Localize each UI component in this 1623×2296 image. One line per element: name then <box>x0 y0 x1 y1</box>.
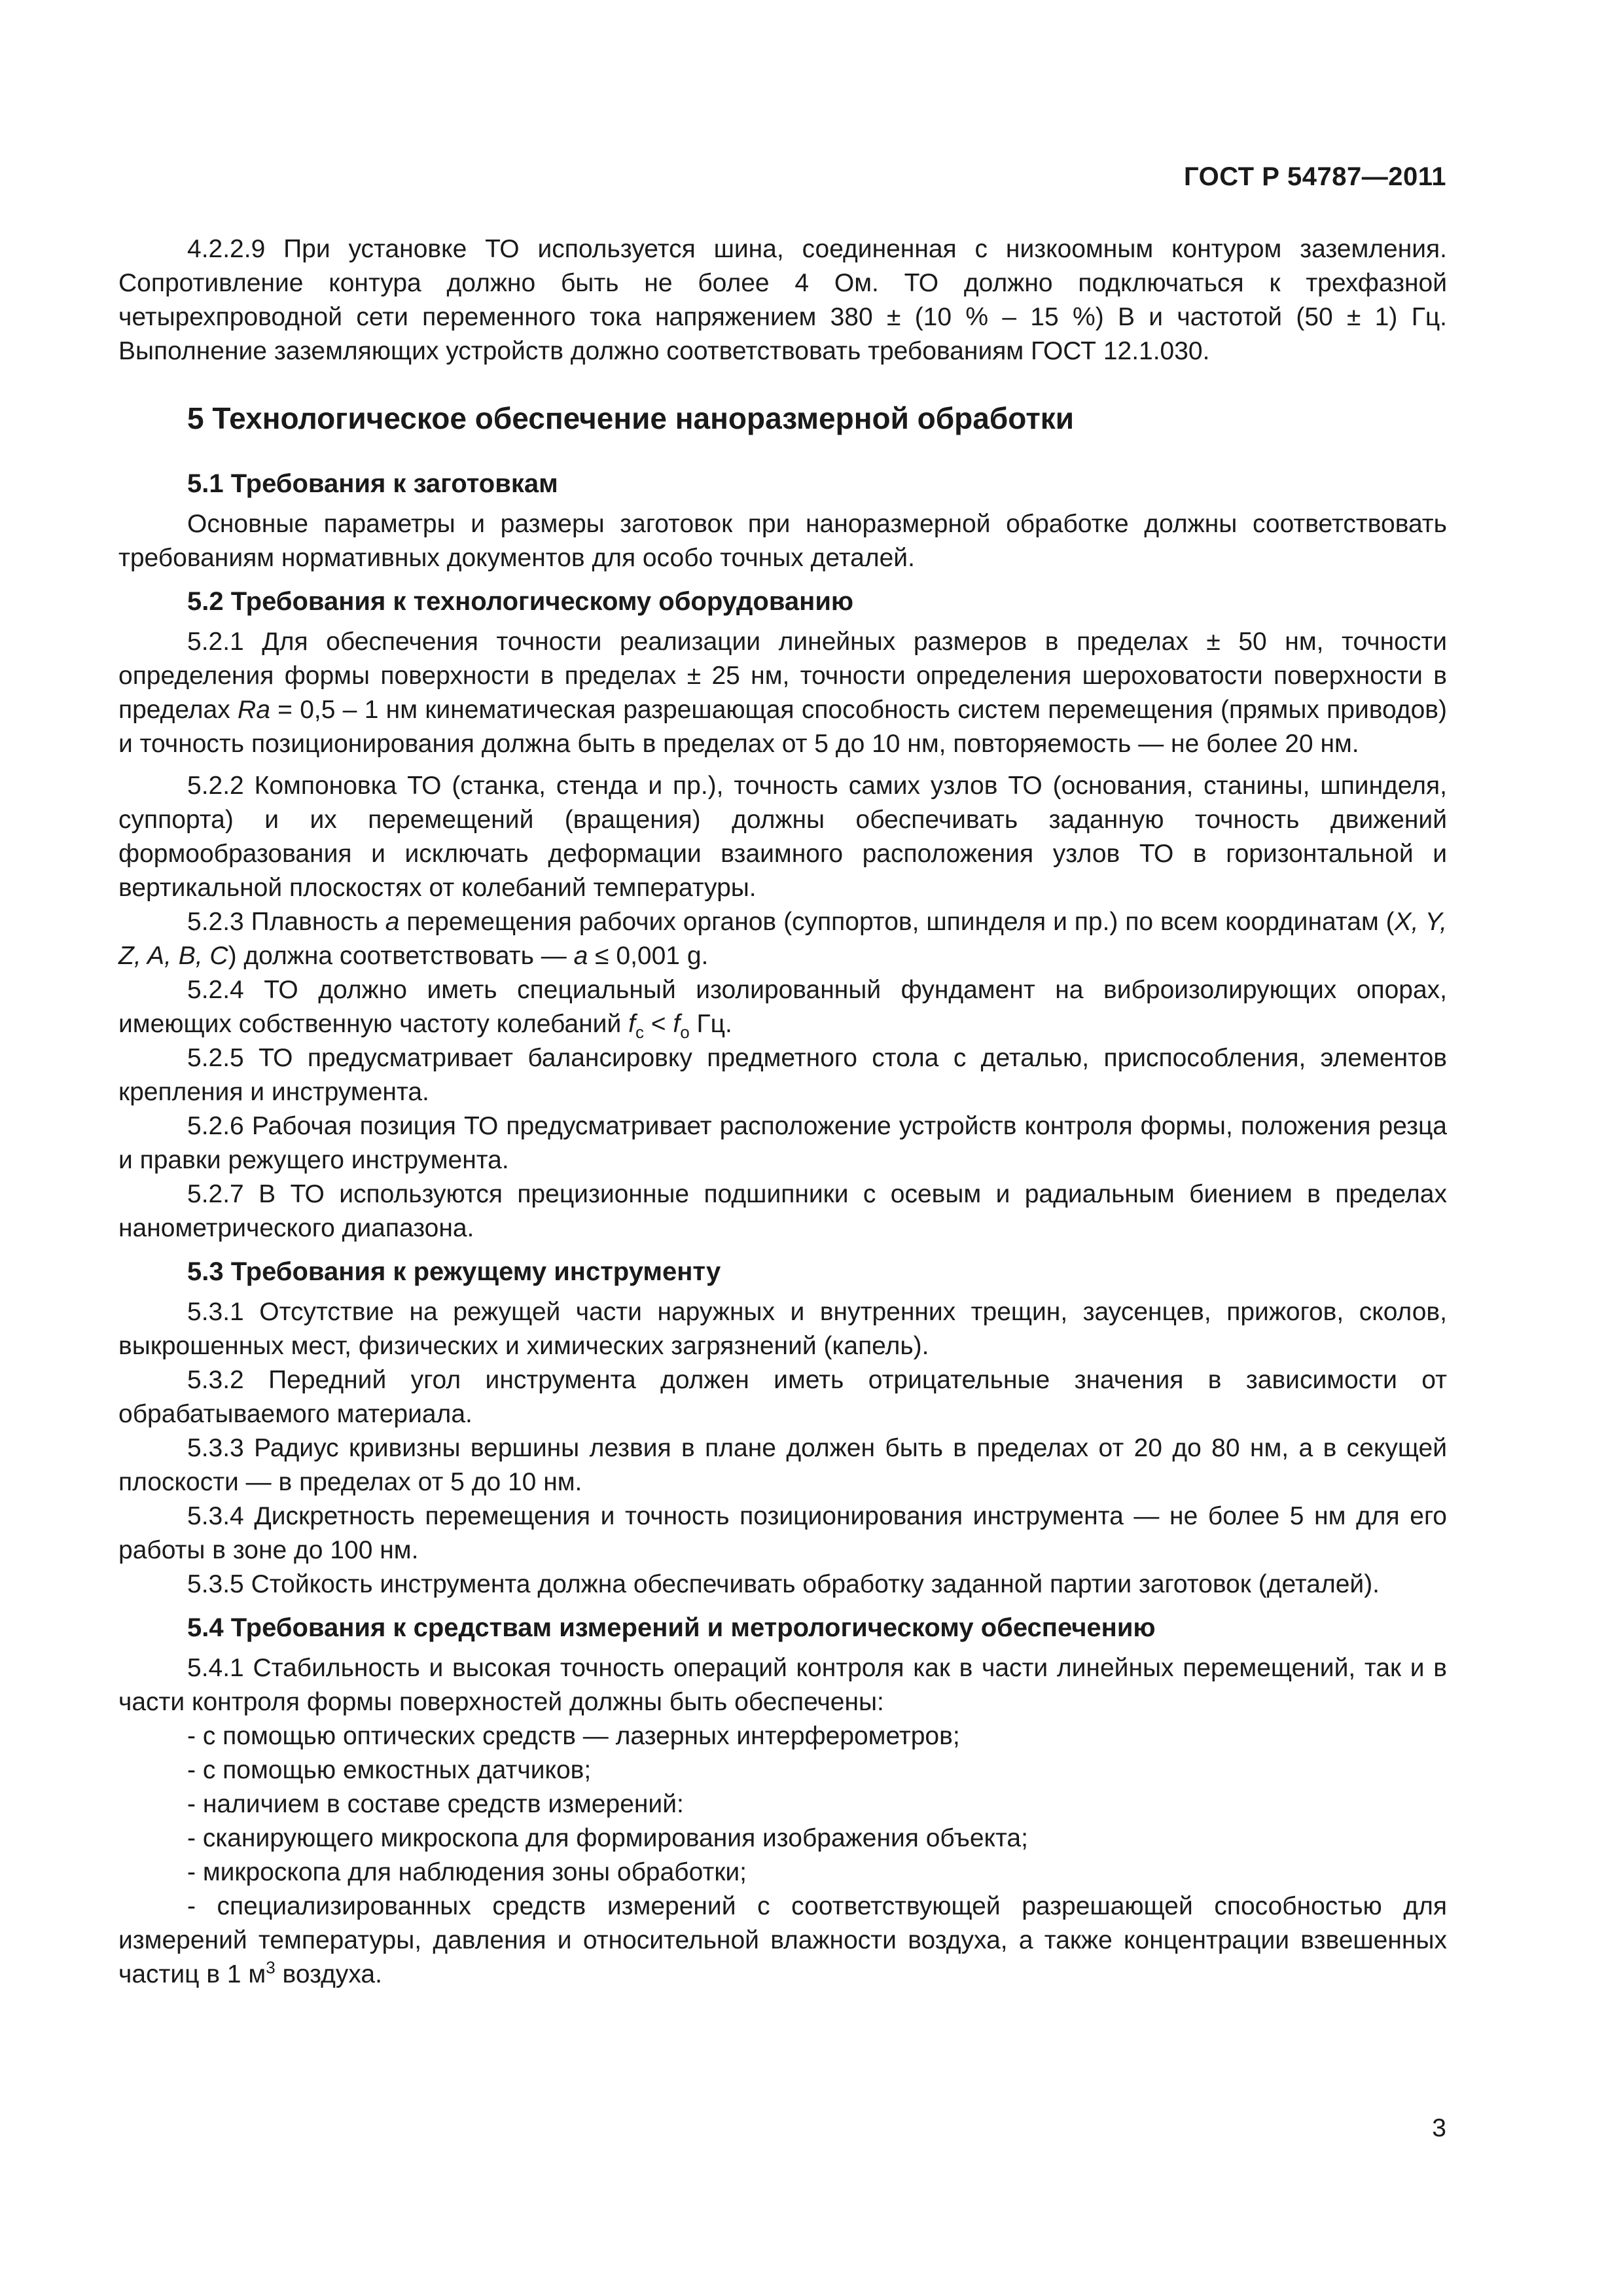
paragraph-5-3-4: 5.3.4 Дискретность перемещения и точность позиционирования инструмента — не более 5 нм для его работы в зоне до 100 нм. <box>118 1502 1447 1564</box>
paragraph-5-2-5: 5.2.5 ТО предусматривает балансировку предметного стола с деталью, приспособления, элементов крепления и инструмента. <box>118 1044 1447 1106</box>
paragraph-5-2-2: 5.2.2 Компоновка ТО (станка, стенда и пр.), точность самих узлов ТО (основания, станины, шпинделя, суппорта) и их перемещений (вращения) должны обеспечивать заданную точность движений формообразования и исключать деформации взаимного расположения узлов ТО в горизонтальной и вертикальной плоскостях от колебаний температуры. <box>118 772 1447 902</box>
paragraph-5-4-1: 5.4.1 Стабильность и высокая точность операций контроля как в части линейных перемещений, так и в части контроля формы поверхностей должны быть обеспечены: <box>118 1654 1447 1716</box>
paragraph-5-1: Основные параметры и размеры заготовок при наноразмерной обработке должны соответствовать требованиям нормативных документов для особо точных деталей. <box>118 510 1447 572</box>
subsection-5-3-heading: 5.3 Требования к режущему инструменту <box>187 1257 721 1286</box>
paragraph-4-2-2-9: 4.2.2.9 При установке ТО используется шина, соединенная с низкоомным контуром заземления. Сопротивление контура должно быть не более 4 Ом. ТО должно подключаться к трехфазной четырехпроводной сети переменного тока напряжением 380 ± (10 % – 15 %) В и частотой (50 ± 1) Гц. Выполнение заземляющих устройств должно соответствовать требованиям ГОСТ 12.1.030. <box>118 235 1447 365</box>
subsection-5-2-heading: 5.2 Требования к технологическому оборудованию <box>187 587 854 616</box>
list-item: - наличием в составе средств измерений: <box>187 1790 684 1818</box>
subsection-5-1-heading: 5.1 Требования к заготовкам <box>187 469 558 498</box>
list-item-last: - специализированных средств измерений с соответствующей разрешающей способностью для измерений температуры, давления и относительной влажности воздуха, а также концентрации взвешенных частиц в 1 $м^3$ воздуха. <box>118 1892 1447 1988</box>
paragraph-5-2-7: 5.2.7 В ТО используются прецизионные подшипники с осевым и радиальным биением в пределах нанометрического диапазона. <box>118 1180 1447 1242</box>
list-item: - микроскопа для наблюдения зоны обработки; <box>187 1858 747 1886</box>
list-item: - с помощью оптических средств — лазерных интерферометров; <box>187 1722 960 1750</box>
paragraph-5-3-1: 5.3.1 Отсутствие на режущей части наружных и внутренних трещин, заусенцев, прижогов, сколов, выкрошенных мест, физических и химических загрязнений (капель). <box>118 1298 1447 1360</box>
document-id: ГОСТ Р 54787—2011 <box>1184 162 1446 191</box>
subsection-5-4-heading: 5.4 Требования к средствам измерений и метрологическому обеспечению <box>187 1613 1156 1642</box>
section-5-heading: 5 Технологическое обеспечение наноразмерной обработки <box>187 401 1075 435</box>
paragraph-5-3-5: 5.3.5 Стойкость инструмента должна обеспечивать обработку заданной партии заготовок (деталей). <box>187 1570 1380 1598</box>
page-number: 3 <box>1432 2114 1446 2142</box>
list-item: - с помощью емкостных датчиков; <box>187 1756 592 1784</box>
paragraph-5-3-3: 5.3.3 Радиус кривизны вершины лезвия в плане должен быть в пределах от 20 до 80 нм, а в секущей плоскости — в пределах от 5 до 10 нм. <box>118 1434 1447 1496</box>
page-content <box>118 232 1447 1992</box>
paragraph-5-2-1: 5.2.1 Для обеспечения точности реализации линейных размеров в пределах ± 50 нм, точности определения формы поверхности в пределах ± 25 нм, точности определения шероховатости поверхности в пределах Ra = 0,5 – 1 нм кинематическая разрешающая способность систем перемещения (прямых приводов) и точность позиционирования должна быть в пределах от 5 до 10 нм, повторяемость — не более 20 нм. <box>118 628 1447 758</box>
paragraph-5-3-2: 5.3.2 Передний угол инструмента должен иметь отрицательные значения в зависимости от обрабатываемого материала. <box>118 1366 1447 1428</box>
paragraph-5-2-3: 5.2.3 Плавность a перемещения рабочих органов (суппортов, шпинделя и пр.) по всем координатам (X, Y, Z, A, B, C) должна соответствовать — a ≤ 0,001 g. <box>118 908 1447 970</box>
paragraph-5-2-6: 5.2.6 Рабочая позиция ТО предусматривает расположение устройств контроля формы, положения резца и правки режущего инструмента. <box>118 1112 1447 1174</box>
paragraph-5-2-4: 5.2.4 ТО должно иметь специальный изолированный фундамент на виброизолирующих опорах, имеющих собственную частоту колебаний $f_с < f_о$ Гц. <box>118 976 1447 1042</box>
list-item: - сканирующего микроскопа для формирования изображения объекта; <box>187 1824 1028 1852</box>
